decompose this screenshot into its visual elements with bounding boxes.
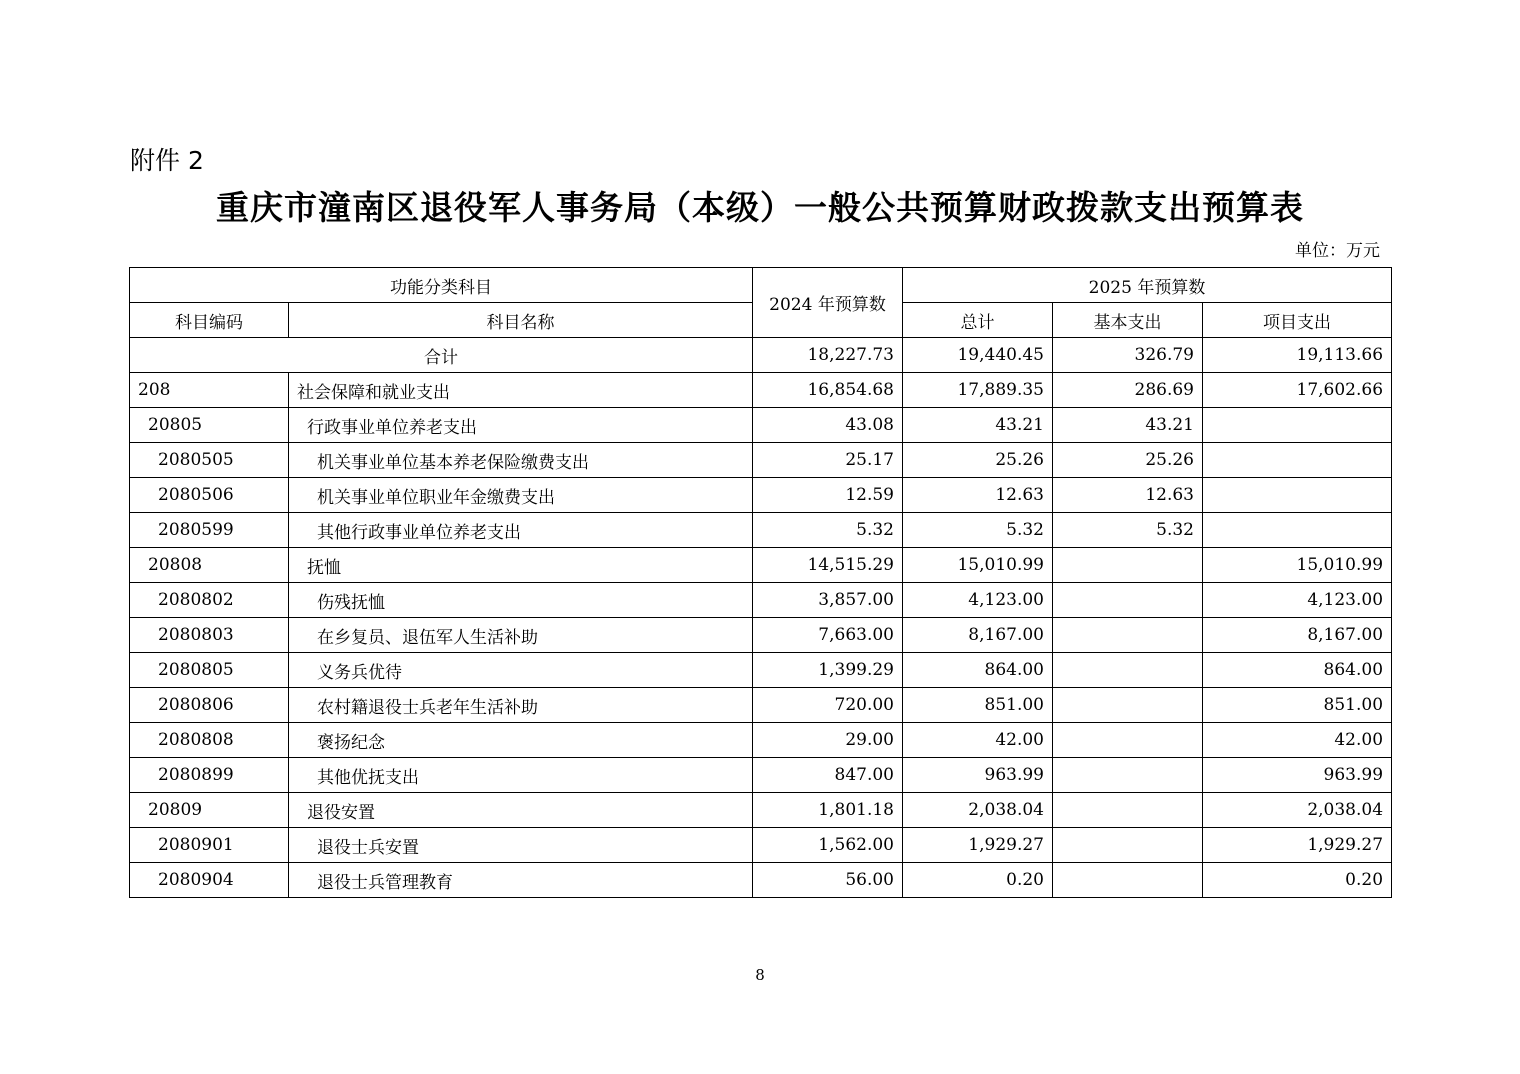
subject-code-cell: 2080803 xyxy=(130,618,289,653)
subject-name-cell: 其他优抚支出 xyxy=(289,758,753,793)
basic-2025-cell xyxy=(1053,758,1203,793)
basic-2025-cell xyxy=(1053,723,1203,758)
table-row xyxy=(130,723,1392,758)
header-total: 总计 xyxy=(903,303,1053,338)
project-2025-cell: 1,929.27 xyxy=(1203,828,1392,863)
budget-2024-cell: 1,801.18 xyxy=(753,793,903,828)
table-row xyxy=(130,408,1392,443)
total-2025-cell: 851.00 xyxy=(903,688,1053,723)
total-row xyxy=(130,338,1392,373)
subject-name-cell: 行政事业单位养老支出 xyxy=(289,408,753,443)
total-2025-cell: 15,010.99 xyxy=(903,548,1053,583)
budget-table xyxy=(129,267,1392,898)
subject-code-cell: 2080806 xyxy=(130,688,289,723)
total-2025-cell: 1,929.27 xyxy=(903,828,1053,863)
header-row-1 xyxy=(130,268,1392,303)
subject-name-cell: 退役安置 xyxy=(289,793,753,828)
table-row xyxy=(130,373,1392,408)
budget-2024-cell: 5.32 xyxy=(753,513,903,548)
header-project-expenditure: 项目支出 xyxy=(1203,303,1392,338)
subject-name-cell: 农村籍退役士兵老年生活补助 xyxy=(289,688,753,723)
subject-code-cell: 2080599 xyxy=(130,513,289,548)
table-row xyxy=(130,443,1392,478)
project-2025-cell: 851.00 xyxy=(1203,688,1392,723)
project-2025-cell: 8,167.00 xyxy=(1203,618,1392,653)
header-subject-name: 科目名称 xyxy=(289,303,753,338)
basic-2025-cell: 286.69 xyxy=(1053,373,1203,408)
total-2025-cell: 4,123.00 xyxy=(903,583,1053,618)
total-2025-cell: 25.26 xyxy=(903,443,1053,478)
subject-name-cell: 退役士兵安置 xyxy=(289,828,753,863)
budget-2024-cell: 1,562.00 xyxy=(753,828,903,863)
basic-2025-cell xyxy=(1053,863,1203,898)
basic-2025-cell: 5.32 xyxy=(1053,513,1203,548)
project-2025-cell: 4,123.00 xyxy=(1203,583,1392,618)
total-total-2025: 19,440.45 xyxy=(903,338,1053,373)
project-2025-cell: 2,038.04 xyxy=(1203,793,1392,828)
basic-2025-cell: 43.21 xyxy=(1053,408,1203,443)
basic-2025-cell xyxy=(1053,583,1203,618)
project-2025-cell xyxy=(1203,408,1392,443)
budget-2024-cell: 56.00 xyxy=(753,863,903,898)
page-title: 重庆市潼南区退役军人事务局（本级）一般公共预算财政拨款支出预算表 xyxy=(216,188,1304,227)
budget-2024-cell: 43.08 xyxy=(753,408,903,443)
header-budget-2025: 2025 年预算数 xyxy=(903,268,1392,303)
project-2025-cell xyxy=(1203,513,1392,548)
total-budget-2024: 18,227.73 xyxy=(753,338,903,373)
basic-2025-cell xyxy=(1053,618,1203,653)
subject-name-cell: 抚恤 xyxy=(289,548,753,583)
subject-code-cell: 2080904 xyxy=(130,863,289,898)
project-2025-cell: 963.99 xyxy=(1203,758,1392,793)
budget-2024-cell: 847.00 xyxy=(753,758,903,793)
table-row xyxy=(130,688,1392,723)
table-row xyxy=(130,758,1392,793)
table-row xyxy=(130,478,1392,513)
budget-2024-cell: 3,857.00 xyxy=(753,583,903,618)
project-2025-cell xyxy=(1203,443,1392,478)
table-row xyxy=(130,618,1392,653)
basic-2025-cell: 25.26 xyxy=(1053,443,1203,478)
subject-name-cell: 伤残抚恤 xyxy=(289,583,753,618)
total-2025-cell: 43.21 xyxy=(903,408,1053,443)
total-basic-2025: 326.79 xyxy=(1053,338,1203,373)
budget-2024-cell: 29.00 xyxy=(753,723,903,758)
basic-2025-cell: 12.63 xyxy=(1053,478,1203,513)
table-row xyxy=(130,653,1392,688)
total-2025-cell: 42.00 xyxy=(903,723,1053,758)
table-row xyxy=(130,863,1392,898)
subject-code-cell: 2080802 xyxy=(130,583,289,618)
total-2025-cell: 2,038.04 xyxy=(903,793,1053,828)
budget-2024-cell: 720.00 xyxy=(753,688,903,723)
project-2025-cell: 15,010.99 xyxy=(1203,548,1392,583)
project-2025-cell: 0.20 xyxy=(1203,863,1392,898)
table-row xyxy=(130,548,1392,583)
subject-code-cell: 2080901 xyxy=(130,828,289,863)
subject-code-cell: 2080506 xyxy=(130,478,289,513)
header-subject-code: 科目编码 xyxy=(130,303,289,338)
total-2025-cell: 0.20 xyxy=(903,863,1053,898)
total-project-2025: 19,113.66 xyxy=(1203,338,1392,373)
total-2025-cell: 12.63 xyxy=(903,478,1053,513)
total-2025-cell: 8,167.00 xyxy=(903,618,1053,653)
header-budget-2024: 2024 年预算数 xyxy=(753,268,903,338)
subject-name-cell: 机关事业单位基本养老保险缴费支出 xyxy=(289,443,753,478)
basic-2025-cell xyxy=(1053,828,1203,863)
project-2025-cell: 17,602.66 xyxy=(1203,373,1392,408)
header-functional-classification: 功能分类科目 xyxy=(130,268,753,303)
subject-code-cell: 2080808 xyxy=(130,723,289,758)
subject-name-cell: 褒扬纪念 xyxy=(289,723,753,758)
table-row xyxy=(130,583,1392,618)
attachment-label: 附件 2 xyxy=(130,146,204,175)
total-2025-cell: 17,889.35 xyxy=(903,373,1053,408)
page-number: 8 xyxy=(755,966,765,984)
project-2025-cell: 42.00 xyxy=(1203,723,1392,758)
header-basic-expenditure: 基本支出 xyxy=(1053,303,1203,338)
subject-code-cell: 2080899 xyxy=(130,758,289,793)
total-label: 合计 xyxy=(130,338,753,373)
subject-code-cell: 208 xyxy=(130,373,289,408)
project-2025-cell: 864.00 xyxy=(1203,653,1392,688)
subject-name-cell: 其他行政事业单位养老支出 xyxy=(289,513,753,548)
basic-2025-cell xyxy=(1053,793,1203,828)
basic-2025-cell xyxy=(1053,653,1203,688)
table-row xyxy=(130,513,1392,548)
table-row xyxy=(130,828,1392,863)
budget-2024-cell: 25.17 xyxy=(753,443,903,478)
basic-2025-cell xyxy=(1053,548,1203,583)
budget-2024-cell: 7,663.00 xyxy=(753,618,903,653)
subject-name-cell: 社会保障和就业支出 xyxy=(289,373,753,408)
total-2025-cell: 5.32 xyxy=(903,513,1053,548)
basic-2025-cell xyxy=(1053,688,1203,723)
unit-label: 单位：万元 xyxy=(1295,241,1380,261)
subject-name-cell: 机关事业单位职业年金缴费支出 xyxy=(289,478,753,513)
total-2025-cell: 864.00 xyxy=(903,653,1053,688)
subject-code-cell: 2080805 xyxy=(130,653,289,688)
budget-2024-cell: 12.59 xyxy=(753,478,903,513)
subject-code-cell: 20808 xyxy=(130,548,289,583)
budget-2024-cell: 16,854.68 xyxy=(753,373,903,408)
subject-code-cell: 20805 xyxy=(130,408,289,443)
total-2025-cell: 963.99 xyxy=(903,758,1053,793)
subject-name-cell: 退役士兵管理教育 xyxy=(289,863,753,898)
budget-2024-cell: 14,515.29 xyxy=(753,548,903,583)
subject-name-cell: 在乡复员、退伍军人生活补助 xyxy=(289,618,753,653)
subject-name-cell: 义务兵优待 xyxy=(289,653,753,688)
budget-2024-cell: 1,399.29 xyxy=(753,653,903,688)
subject-code-cell: 2080505 xyxy=(130,443,289,478)
project-2025-cell xyxy=(1203,478,1392,513)
table-row xyxy=(130,793,1392,828)
subject-code-cell: 20809 xyxy=(130,793,289,828)
